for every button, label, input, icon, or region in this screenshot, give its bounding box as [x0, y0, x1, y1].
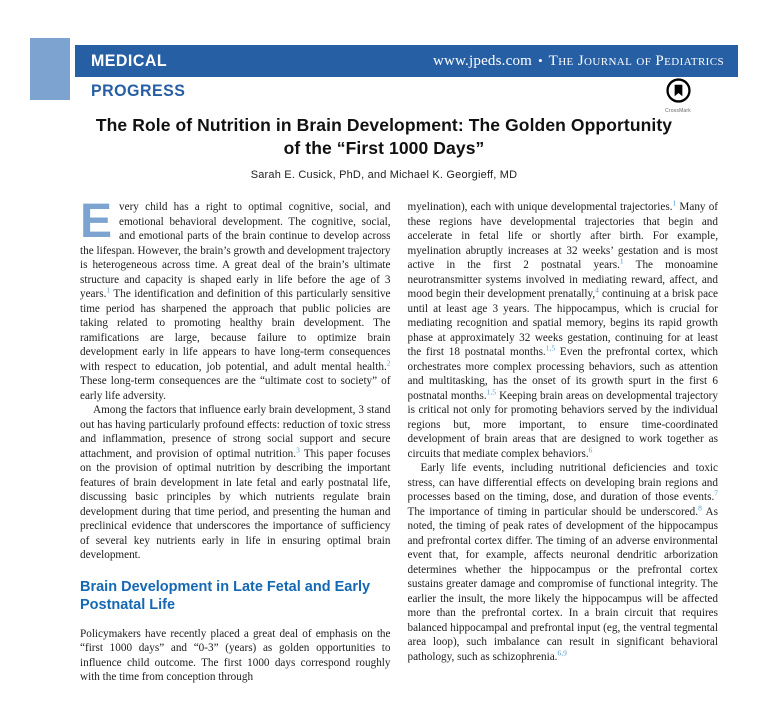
journal-url-link[interactable]: www.jpeds.com	[432, 52, 533, 69]
section-label-medical: MEDICAL	[91, 51, 168, 70]
left-column	[80, 200, 391, 716]
article-title-line-2: of the “First 1000 Days”	[283, 138, 485, 158]
authors-byline: Sarah E. Cusick, PhD, and Michael K. Georgieff, MD	[250, 169, 518, 181]
crossmark-label: CrossMark	[665, 108, 691, 114]
reference-marker[interactable]: 1	[106, 285, 111, 295]
reference-marker[interactable]: 6	[588, 444, 593, 454]
reference-marker[interactable]: 1,5	[486, 386, 497, 396]
paragraph: Early life events, including nutritional deficiencies and toxic stress, can have differential effects on developing brain regions and processes based on the timing, dose, and duration of those events.$^7$ The importance of timing in particular should be underscored.$^8$ As noted, the timing of peak rates of development of the hippocampus and prefrontal cortex differ. The timing of an adverse environmental event that, for example, affects neuronal dendritic arborization determines whether the hippocampus or the prefrontal cortex sustains greater damage and compromise of functional integrity. The earlier the insult, the more likely the hippocampus will be affected more than the prefrontal cortex. In a brain circuit that requires balanced hippocampal and prefrontal input (eg, the ventral tegmental area loop), such imbalance can result in significant behavioral pathology, such as schizophrenia.$^{6,9}$	[407, 462, 718, 663]
article-title-line-1: The Role of Nutrition in Brain Development: The Golden Opportunity	[95, 115, 673, 135]
reference-marker[interactable]: 1	[672, 200, 677, 208]
paragraph: myelination), each with unique developmental trajectories.$^1$ Many of these regions have developmental trajectories that begin and accelerate in fetal life or shortly after birth. For example, myelination abruptly increases at 32 weeks’ gestation and is most active in the first 2 postnatal years.$^1$ The monoamine neurotransmitter systems involved in mediating reward, affect, and mood begin their development prenatally,$^4$ continuing at a brisk pace until at least age 3 years. The hippocampus, which is crucial for mediating recognition and spatial memory, begins its rapid growth phase at approximately 32 weeks gestation, continuing for at least the first 18 postnatal months.$^{1,5}$ Even the prefrontal cortex, which orchestrates more complex processing behaviors, such as attention and multitasking, has the onset of its growth spurt in the first 6 postnatal months.$^{1,5}$ Keeping brain areas on developmental trajectory is critical not only for promoting behaviors served by the individual regions but, more important, to ensure time-coordinated development of brain areas that are designed to work together as circuits that mediate complex behaviors.$^6$	[407, 200, 718, 460]
reference-marker[interactable]: 3	[296, 444, 300, 454]
reference-marker[interactable]: 4	[595, 285, 599, 295]
masthead-separator: •	[538, 52, 543, 68]
header-accent-square	[30, 38, 70, 100]
paragraph: Among the factors that influence early brain development, 3 stand out has having particularly profound effects: reduction of toxic stress and inflammation, presence of strong social support and secure attachment, and provision of optimal nutrition.$^3$ This paper focuses on the provision of optimal nutrition by describing the important features of brain development in late fetal and early postnatal life, discussing basic principles by which nutrients regulate brain development during that time period, and presenting the human and preclinical evidence that underscores the importance of sufficiency of several key nutrients early in life in ensuring optimal brain development.	[80, 404, 391, 561]
reference-marker[interactable]: 8	[698, 502, 702, 512]
reference-marker[interactable]: 2	[386, 357, 391, 367]
paragraph: Every child has a right to optimal cognitive, social, and emotional behavioral development. The cognitive, social, and emotional parts of the brain continue to develop across the lifespan. However, the brain’s growth and development trajectory is heterogeneous across time. A great deal of the brain’s ultimate structure and capacity is shaped early in life before the age of 3 years.$^1$ The identification and definition of this particularly sensitive time period has sharpened the approach that public policies are taking related to promoting healthy brain development. The ramifications are large, because failure to optimize brain development early in life appears to have long-term consequences with respect to education, job potential, and adult mental health.$^2$ These long-term consequences are the “ultimate cost to society” of early life adversity.	[80, 200, 391, 402]
reference-marker[interactable]: 6,9	[557, 647, 567, 657]
crossmark-badge[interactable]	[656, 78, 700, 114]
reference-marker[interactable]: 7	[714, 488, 718, 498]
section-label-progress: PROGRESS	[91, 81, 186, 100]
reference-marker[interactable]: 1,5	[545, 343, 556, 353]
dropcap-letter: E	[80, 200, 113, 248]
reference-marker[interactable]: 1	[619, 256, 624, 266]
right-column	[408, 200, 719, 716]
journal-masthead	[433, 53, 724, 70]
section-heading: Brain Development in Late Fetal and Early Postnatal Life	[80, 578, 371, 613]
title-block	[0, 114, 768, 181]
journal-name: The Journal of Pediatrics	[548, 52, 724, 69]
paragraph: Policymakers have recently placed a great deal of emphasis on the “first 1000 days” and “0-3” (years) as golden opportunities to influence child outcome. The first 1000 days correspond roughly with the time from conception through	[80, 627, 391, 683]
journal-header-bar	[75, 45, 738, 77]
crossmark-icon[interactable]	[666, 90, 691, 107]
article-body	[80, 200, 718, 716]
